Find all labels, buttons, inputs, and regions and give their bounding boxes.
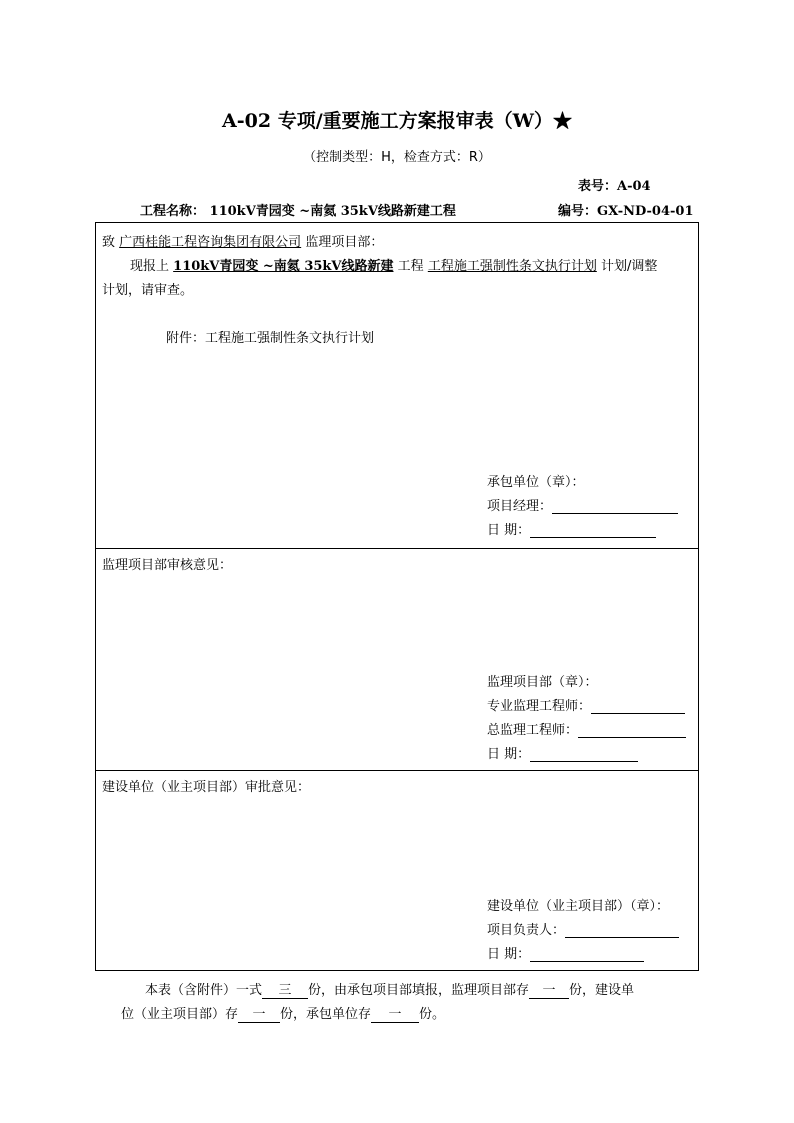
to-company: 广西桂能工程咨询集团有限公司 — [119, 235, 302, 250]
project-name-line — [140, 200, 456, 219]
supervision-heading: 监理项目部审核意见： — [102, 558, 233, 573]
owner-seal-label: 建设单位（业主项目部）（章）： — [487, 899, 670, 914]
footer-text-2: 份，由承包项目部填报，监理项目部存 — [308, 983, 530, 998]
code-label: 编号： — [558, 204, 598, 219]
project-leader-line — [487, 919, 679, 938]
form-number: 表号：A-04 — [578, 179, 651, 194]
project-label: 工程名称： — [140, 204, 206, 219]
form-title: A-02 专项/重要施工方案报审表（W）★ — [222, 110, 572, 132]
supervision-seal-label: 监理项目部（章）： — [487, 675, 598, 690]
code-value: GX-ND-04-01 — [597, 204, 694, 219]
project-leader-field[interactable] — [565, 923, 679, 938]
copies-total: 三 — [262, 979, 308, 999]
footer-note-line-2 — [121, 1003, 445, 1023]
form-table — [95, 222, 699, 971]
contractor-section — [96, 223, 698, 549]
specialist-engineer-label: 专业监理工程师： — [487, 699, 592, 714]
footer-text-3: 份，建设单 — [569, 983, 635, 998]
report-plan: 工程施工强制性条文执行计划 — [427, 259, 597, 274]
specialist-engineer-field[interactable] — [591, 699, 685, 714]
copies-owner: 一 — [238, 1003, 280, 1023]
report-line-2: 计划，请审查。 — [102, 283, 194, 298]
chief-engineer-label: 总监理工程师： — [487, 723, 579, 738]
supervision-date-line — [487, 743, 638, 762]
project-manager-line — [487, 495, 678, 514]
report-suffix: 计划/调整 — [600, 259, 658, 274]
owner-date-line — [487, 943, 644, 962]
report-project: 110kV青园变 ~南氦 35kV线路新建 — [173, 259, 394, 274]
attachment-line: 附件：工程施工强制性条文执行计划 — [166, 331, 375, 346]
chief-engineer-field[interactable] — [578, 723, 686, 738]
report-mid: 工程 — [397, 259, 424, 274]
contractor-date-line — [487, 519, 656, 538]
contractor-date-label: 日 期： — [487, 523, 531, 538]
owner-date-label: 日 期： — [487, 947, 531, 962]
to-prefix: 致 — [102, 235, 116, 250]
project-name: 110kV青园变 ~南氦 35kV线路新建工程 — [209, 204, 456, 219]
footer-text-5: 份，承包单位存 — [280, 1007, 372, 1022]
footer-text-6: 份。 — [419, 1007, 446, 1022]
owner-heading: 建设单位（业主项目部）审批意见： — [102, 780, 311, 795]
footer-note-line-1 — [145, 979, 634, 999]
contractor-seal-label: 承包单位（章）： — [487, 475, 585, 490]
project-manager-label: 项目经理： — [487, 499, 553, 514]
project-manager-field[interactable] — [552, 499, 678, 514]
report-line — [130, 255, 657, 274]
footer-text-4: 位（业主项目部）存 — [121, 1007, 239, 1022]
specialist-engineer-line — [487, 695, 685, 714]
report-prefix: 现报上 — [130, 259, 170, 274]
owner-section — [96, 771, 698, 970]
copies-contractor: 一 — [371, 1003, 419, 1023]
contractor-date-field[interactable] — [530, 523, 656, 538]
form-subtitle: （控制类型：H，检查方式：R） — [303, 150, 491, 165]
supervision-section — [96, 549, 698, 771]
supervision-date-label: 日 期： — [487, 747, 531, 762]
owner-date-field[interactable] — [530, 947, 644, 962]
supervision-date-field[interactable] — [530, 747, 638, 762]
to-suffix: 监理项目部： — [305, 235, 384, 250]
copies-supervision: 一 — [529, 979, 569, 999]
code-line — [558, 200, 694, 219]
footer-text-1: 本表（含附件）一式 — [145, 983, 263, 998]
project-leader-label: 项目负责人： — [487, 923, 566, 938]
addressee-line — [102, 231, 383, 250]
chief-engineer-line — [487, 719, 686, 738]
